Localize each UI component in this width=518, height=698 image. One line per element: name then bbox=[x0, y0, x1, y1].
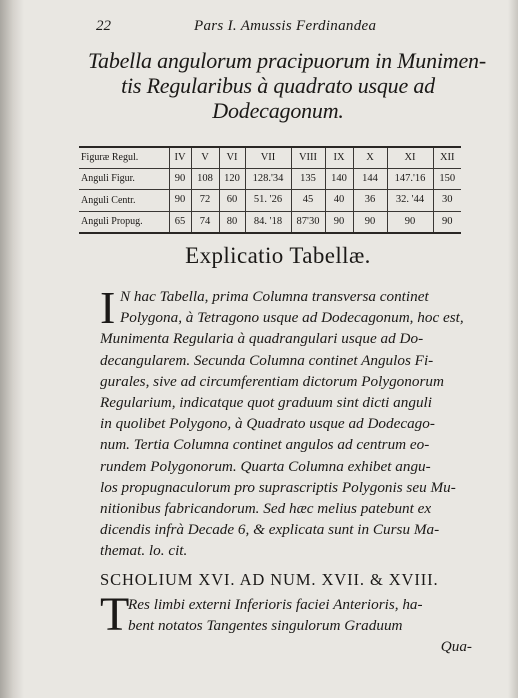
table-row-label: Figuræ Regul. bbox=[79, 148, 169, 169]
drop-cap: T bbox=[100, 588, 130, 641]
table-row bbox=[79, 211, 461, 232]
text-line: gurales, sive ad circumferentiam dictorum Polygonorum bbox=[100, 372, 444, 390]
angles-table bbox=[79, 146, 461, 234]
table-column-header: X bbox=[353, 148, 387, 169]
table-cell: 150 bbox=[433, 169, 461, 190]
text-line: Res limbi externi Inferioris faciei Anterioris, ha- bbox=[128, 596, 423, 613]
table-column-header: VI bbox=[219, 148, 245, 169]
table-cell: 147.'16 bbox=[387, 169, 433, 190]
table-column-header: VIII bbox=[291, 148, 325, 169]
drop-cap: I bbox=[100, 282, 116, 333]
table-cell: 108 bbox=[191, 169, 219, 190]
text-line: Polygona, à Tetragono usque ad Dodecagonum, hoc est, bbox=[120, 309, 464, 327]
title-line: tis Regularibus à quadrato usque ad bbox=[121, 73, 435, 98]
scholium-heading: SCHOLIUM XVI. AD NUM. XVII. & XVIII. bbox=[100, 570, 439, 589]
table-row-label: Anguli Centr. bbox=[79, 190, 169, 211]
table-cell: 90 bbox=[433, 211, 461, 232]
text-line: Regularium, indicatque quot graduum sint dicti anguli bbox=[100, 394, 432, 412]
text-line: dicendis infrà Decade 6, & explicata sunt in Cursu Ma- bbox=[100, 521, 440, 539]
section-title: Explicatio Tabellæ. bbox=[185, 243, 371, 268]
catchword: Qua- bbox=[440, 638, 472, 656]
table-row-label: Anguli Figur. bbox=[79, 169, 169, 190]
table-cell: 30 bbox=[433, 190, 461, 211]
table-column-header: V bbox=[191, 148, 219, 169]
table-cell: 36 bbox=[353, 190, 387, 211]
text-line: Munimenta Regularia à quadrangulari usque ad Do- bbox=[100, 330, 424, 348]
title-line: Tabella angulorum pracipuorum in Munimen- bbox=[88, 48, 486, 73]
table-header-row bbox=[79, 148, 461, 169]
text-line: bent notatos Tangentes singulorum Graduum bbox=[128, 617, 403, 635]
table-row bbox=[79, 169, 461, 190]
table-cell: 32. '44 bbox=[387, 190, 433, 211]
text-line: los propugnaculorum pro suprascriptis Polygonis seu Mu- bbox=[100, 478, 456, 496]
table-cell: 90 bbox=[169, 169, 191, 190]
table-cell: 135 bbox=[291, 169, 325, 190]
text-line: themat. lo. cit. bbox=[100, 542, 188, 560]
table-cell: 74 bbox=[191, 211, 219, 232]
text-line: N hac Tabella, prima Columna transversa continet bbox=[120, 288, 429, 305]
text-line: num. Tertia Columna continet angulos ad centrum eo- bbox=[100, 436, 430, 454]
table-row bbox=[79, 190, 461, 211]
table-cell: 90 bbox=[325, 211, 353, 232]
page-header bbox=[96, 18, 476, 38]
text-line: rundem Polygonorum. Quarta Columna exhibet angu- bbox=[100, 457, 431, 475]
table-column-header: XI bbox=[387, 148, 433, 169]
page-gutter-shadow bbox=[0, 0, 24, 698]
page-edge-shadow bbox=[508, 0, 518, 698]
table-cell: 87'30 bbox=[291, 211, 325, 232]
text-line: in quolibet Polygono, à Quadrato usque ad Dodecago- bbox=[100, 415, 435, 433]
table-cell: 140 bbox=[325, 169, 353, 190]
table-cell: 45 bbox=[291, 190, 325, 211]
table-cell: 40 bbox=[325, 190, 353, 211]
running-head: Pars I. Amussis Ferdinandea bbox=[194, 18, 377, 34]
table-cell: 90 bbox=[169, 190, 191, 211]
table-cell: 60 bbox=[219, 190, 245, 211]
page-number: 22 bbox=[96, 18, 111, 34]
table-column-header: IX bbox=[325, 148, 353, 169]
table-row-label: Anguli Propug. bbox=[81, 215, 143, 227]
table-cell: 128.'34 bbox=[245, 169, 291, 190]
table-cell: 120 bbox=[219, 169, 245, 190]
table-column-header: VII bbox=[245, 148, 291, 169]
text-line: decangularem. Secunda Columna continet Angulos Fi- bbox=[100, 351, 434, 369]
table-cell: 84. '18 bbox=[245, 211, 291, 232]
table-cell: 80 bbox=[219, 211, 245, 232]
table-cell: 51. '26 bbox=[245, 190, 291, 211]
table-column-header: XII bbox=[433, 148, 461, 169]
table-cell: 90 bbox=[353, 211, 387, 232]
title-line: Dodecagonum. bbox=[212, 98, 344, 123]
table-cell: 72 bbox=[191, 190, 219, 211]
scholium-paragraph bbox=[100, 588, 472, 658]
table-title bbox=[88, 48, 486, 123]
explicatio-paragraph bbox=[100, 282, 472, 562]
text-line: nitionibus fabricandorum. Sed hæc melius patebunt ex bbox=[100, 500, 432, 518]
table-cell: 65 bbox=[169, 211, 191, 232]
table-column-header: IV bbox=[169, 148, 191, 169]
table-cell: 90 bbox=[387, 211, 433, 232]
table-cell: 144 bbox=[353, 169, 387, 190]
